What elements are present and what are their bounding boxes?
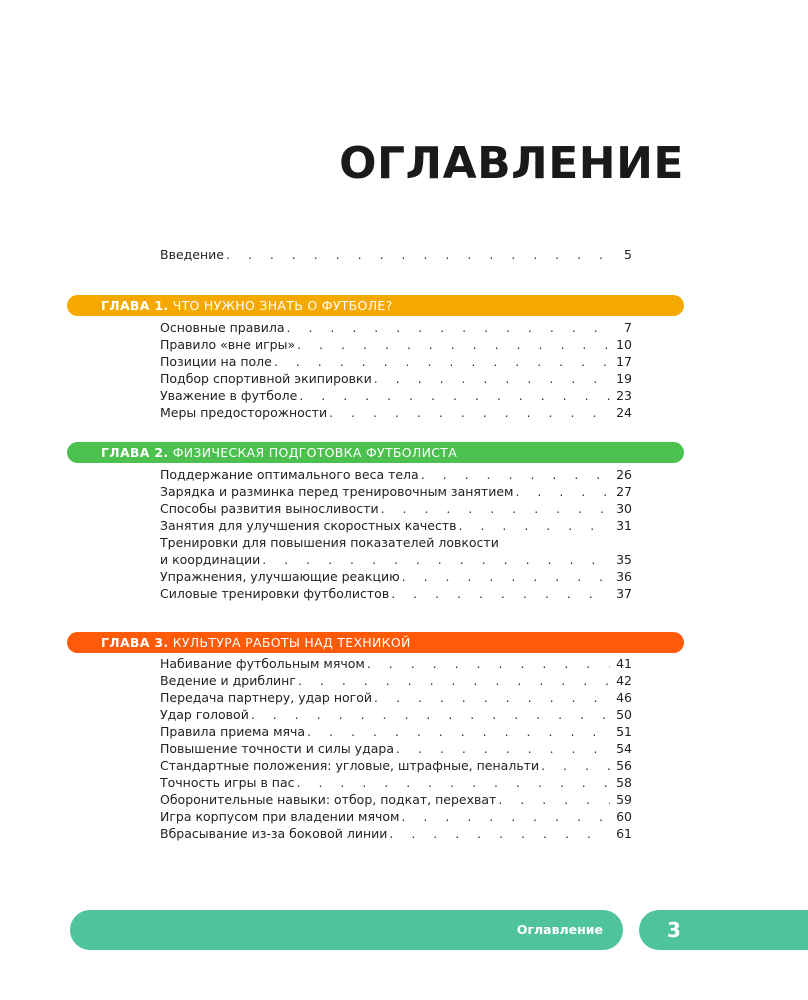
dot-leader (307, 723, 610, 740)
footer-bar (70, 910, 623, 950)
toc-entry[interactable] (160, 404, 632, 421)
toc-entry-page: 26 (616, 467, 632, 482)
toc-entry-label: Удар головой (160, 707, 249, 722)
toc-entry-label: Тренировки для повышения показателей ловкости (160, 535, 499, 550)
toc-entry-label: Занятия для улучшения скоростных качеств (160, 518, 457, 533)
toc-entry[interactable] (160, 689, 632, 706)
dot-leader (299, 387, 610, 404)
dot-leader (297, 336, 610, 353)
chapter-title: КУЛЬТУРА РАБОТЫ НАД ТЕХНИКОЙ (172, 635, 411, 650)
toc-entry-page: 59 (616, 792, 632, 807)
dot-leader (391, 585, 610, 602)
toc-entry[interactable] (160, 672, 632, 689)
footer-section-label: Оглавление (516, 922, 603, 937)
toc-entry-label: Уважение в футболе (160, 388, 298, 403)
chapter-prefix: ГЛАВА 3. (101, 635, 169, 650)
toc-entry-page: 56 (616, 758, 632, 773)
toc-entry-page: 27 (616, 484, 632, 499)
dot-leader (298, 672, 610, 689)
toc-entry-label: и координации (160, 552, 261, 567)
toc-entry-page: 24 (616, 405, 632, 420)
toc-entry-page: 7 (624, 320, 632, 335)
dot-leader (389, 825, 610, 842)
toc-entry-label: Введение (160, 247, 224, 262)
toc-entry[interactable] (160, 370, 632, 387)
toc-entry-label: Игра корпусом при владении мячом (160, 809, 400, 824)
toc-entry-page: 30 (616, 501, 632, 516)
dot-leader (396, 740, 610, 757)
toc-entry[interactable] (160, 774, 632, 791)
dot-leader (262, 551, 610, 568)
dot-leader (498, 791, 610, 808)
dot-leader (459, 517, 611, 534)
toc-entry-page: 61 (616, 826, 632, 841)
toc-entry[interactable] (160, 585, 632, 602)
toc-entry-label: Правила приема мяча (160, 724, 306, 739)
toc-entry[interactable] (160, 551, 632, 568)
toc-entry[interactable] (160, 319, 632, 336)
chapter-prefix: ГЛАВА 2. (101, 445, 169, 460)
toc-entry-label: Правило «вне игры» (160, 337, 296, 352)
toc-entry-page: 31 (616, 518, 632, 533)
toc-entry[interactable] (160, 808, 632, 825)
chapter-1-heading[interactable] (67, 295, 684, 316)
dot-leader (287, 319, 612, 336)
toc-entry[interactable] (160, 568, 632, 585)
toc-entry-label: Стандартные положения: угловые, штрафные, пенальти (160, 758, 540, 773)
toc-entry-page: 35 (616, 552, 632, 567)
toc-entry-page: 42 (616, 673, 632, 688)
toc-entry[interactable] (160, 791, 632, 808)
toc-entry-label: Ведение и дриблинг (160, 673, 296, 688)
dot-leader (226, 246, 612, 263)
toc-entry[interactable] (160, 534, 632, 551)
toc-entry-label: Способы развития выносливости (160, 501, 379, 516)
toc-entry-page: 36 (616, 569, 632, 584)
toc-entry-label: Точность игры в пас (160, 775, 295, 790)
toc-entry-page: 37 (616, 586, 632, 601)
toc-entry-label: Оборонительные навыки: отбор, подкат, перехват (160, 792, 497, 807)
toc-entry-label: Зарядка и разминка перед тренировочным занятием (160, 484, 514, 499)
toc-entry[interactable] (160, 500, 632, 517)
toc-entry-label: Подбор спортивной экипировки (160, 371, 372, 386)
toc-entry[interactable] (160, 757, 632, 774)
dot-leader (367, 655, 610, 672)
dot-leader (515, 483, 610, 500)
toc-entry-page: 5 (624, 247, 632, 262)
toc-entry-page: 10 (616, 337, 632, 352)
page-title: ОГЛАВЛЕНИЕ (339, 138, 684, 189)
dot-leader (274, 353, 610, 370)
toc-entry-label: Основные правила (160, 320, 285, 335)
toc-entry[interactable] (160, 517, 632, 534)
dot-leader (374, 370, 610, 387)
toc-entry-intro[interactable] (160, 246, 632, 263)
toc-entry-label: Поддержание оптимального веса тела (160, 467, 419, 482)
chapter-3-heading[interactable] (67, 632, 684, 653)
toc-entry[interactable] (160, 655, 632, 672)
toc-entry-label: Набивание футбольным мячом (160, 656, 365, 671)
toc-entry-label: Позиции на поле (160, 354, 272, 369)
page-number: 3 (639, 910, 808, 950)
toc-entry[interactable] (160, 466, 632, 483)
dot-leader (381, 500, 611, 517)
toc-entry-page: 50 (616, 707, 632, 722)
dot-leader (329, 404, 610, 421)
dot-leader (402, 568, 610, 585)
dot-leader (374, 689, 610, 706)
toc-entry-page: 17 (616, 354, 632, 369)
toc-entry[interactable] (160, 825, 632, 842)
chapter-title: ФИЗИЧЕСКАЯ ПОДГОТОВКА ФУТБОЛИСТА (172, 445, 458, 460)
toc-entry[interactable] (160, 387, 632, 404)
toc-entry-label: Повышение точности и силы удара (160, 741, 394, 756)
toc-entry-page: 58 (616, 775, 632, 790)
toc-entry[interactable] (160, 483, 632, 500)
toc-entry-page: 51 (616, 724, 632, 739)
dot-leader (297, 774, 611, 791)
chapter-2-heading[interactable] (67, 442, 684, 463)
toc-entry-page: 54 (616, 741, 632, 756)
chapter-title: ЧТО НУЖНО ЗНАТЬ О ФУТБОЛЕ? (172, 298, 393, 313)
toc-entry[interactable] (160, 723, 632, 740)
toc-entry-label: Силовые тренировки футболистов (160, 586, 390, 601)
dot-leader (251, 706, 610, 723)
toc-entry-label: Меры предосторожности (160, 405, 328, 420)
toc-entry[interactable] (160, 336, 632, 353)
toc-entry[interactable] (160, 706, 632, 723)
toc-entry-page: 46 (616, 690, 632, 705)
chapter-prefix: ГЛАВА 1. (101, 298, 169, 313)
toc-entry[interactable] (160, 740, 632, 757)
toc-entry-page: 19 (616, 371, 632, 386)
toc-entry-label: Вбрасывание из-за боковой линии (160, 826, 388, 841)
toc-entry-label: Передача партнеру, удар ногой (160, 690, 372, 705)
toc-entry-page: 60 (616, 809, 632, 824)
toc-entry-page: 23 (616, 388, 632, 403)
dot-leader (401, 808, 610, 825)
toc-entry-page: 41 (616, 656, 632, 671)
dot-leader (541, 757, 610, 774)
dot-leader (421, 466, 610, 483)
toc-entry-label: Упражнения, улучшающие реакцию (160, 569, 400, 584)
toc-entry[interactable] (160, 353, 632, 370)
